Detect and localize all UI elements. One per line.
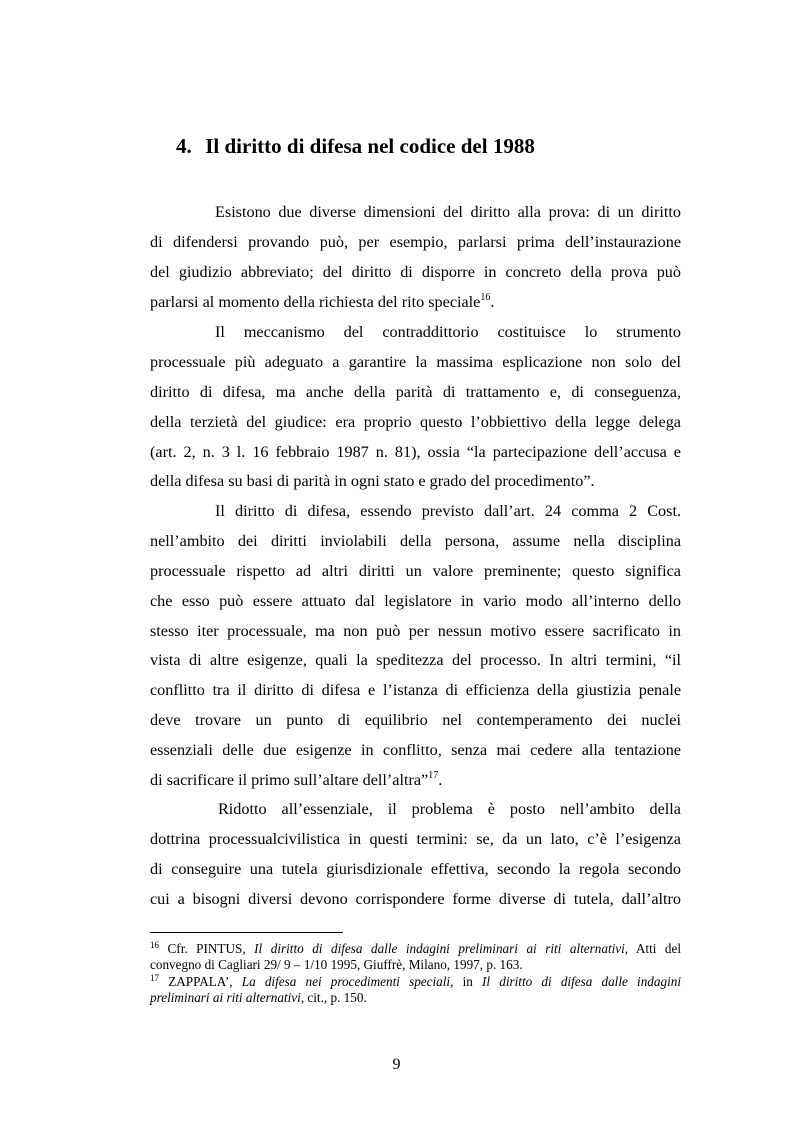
text-line: essenziali delle due esigenze in conflitto, senza mai cedere alla tentazione bbox=[150, 741, 681, 760]
text-line: di conseguire una tutela giurisdizionale effettiva, secondo la regola secondo bbox=[150, 859, 681, 878]
text-line: Il meccanismo del contraddittorio costituisce lo strumento bbox=[215, 323, 681, 341]
text-line: della terzietà del giudice: era proprio questo l’obbiettivo della legge delega bbox=[150, 412, 681, 431]
text-line: deve trovare un punto di equilibrio nel contemperamento dei nuclei bbox=[150, 711, 681, 730]
text-line: Il diritto di difesa, essendo previsto dall’art. 24 comma 2 Cost. bbox=[215, 502, 681, 520]
text-line: di difendersi provando può, per esempio, parlarsi prima dell’instaurazione bbox=[150, 232, 681, 251]
section-title: Il diritto di difesa nel codice del 1988 bbox=[205, 134, 535, 158]
paragraph-2 bbox=[150, 318, 681, 497]
section-number: 4. bbox=[176, 134, 192, 158]
footnote-16-cont: convegno di Cagliari 29/ 9 – 1/10 1995, Giuffrè, Milano, 1997, p. 163. bbox=[150, 957, 523, 973]
paragraph-1 bbox=[150, 198, 681, 318]
section-heading bbox=[176, 132, 535, 160]
paragraph-3 bbox=[150, 497, 681, 796]
text-line: processuale più adeguato a garantire la massima esplicazione non solo del bbox=[150, 352, 681, 371]
text-line: della difesa su basi di parità in ogni stato e grado del procedimento”. bbox=[150, 472, 595, 491]
text-line: nell’ambito dei diritti inviolabili della persona, assume nella disciplina bbox=[150, 531, 681, 550]
text-line: cui a bisogni diversi devono corrispondere forme diverse di tutela, dall’altro bbox=[150, 889, 681, 908]
footnote-ref-17: 17 bbox=[428, 770, 439, 782]
paragraph-4 bbox=[150, 795, 681, 915]
text-line: conflitto tra il diritto di difesa e l’istanza di efficienza della giustizia penale bbox=[150, 681, 681, 700]
text-line: di sacrificare il primo sull’altare dell’altra”$^{17}$. bbox=[150, 770, 443, 790]
text-line: stesso iter processuale, ma non può per nessun motivo essere sacrificato in bbox=[150, 621, 681, 640]
text-line: processuale rispetto ad altri diritti un valore preminente; questo significa bbox=[150, 561, 681, 580]
text-line: parlarsi al momento della richiesta del rito speciale$^{16}$. bbox=[150, 291, 495, 311]
footnote-16: $^{16}$ Cfr. PINTUS, Il diritto di difesa dalle indagini preliminari ai riti alternativi, Atti del bbox=[150, 940, 682, 956]
text-line: vista di altre esigenze, quali la speditezza del processo. In altri termini, “il bbox=[150, 651, 681, 670]
footnote-17: $^{17}$ ZAPPALA’, La difesa nei procedimenti speciali, in Il diritto di difesa dalle indagini bbox=[150, 972, 681, 989]
text-line: diritto di difesa, ma anche della parità di trattamento e, di conseguenza, bbox=[150, 382, 681, 401]
text-line: del giudizio abbreviato; del diritto di disporre in concreto della prova può bbox=[150, 262, 681, 281]
footnote-ref-16: 16 bbox=[480, 291, 491, 303]
text-line: che esso può essere attuato dal legislatore in vario modo all’interno dello bbox=[150, 591, 681, 610]
text-line: dottrina processualcivilistica in questi termini: se, da un lato, c’è l’esigenza bbox=[150, 829, 681, 848]
text-line: (art. 2, n. 3 l. 16 febbraio 1987 n. 81), ossia “la partecipazione dell’accusa e bbox=[150, 442, 681, 461]
footnotes bbox=[150, 941, 681, 1006]
page-number: 9 bbox=[392, 1056, 401, 1073]
text-line: Esistono due diverse dimensioni del diritto alla prova: di un diritto bbox=[215, 203, 681, 221]
footnote-17-cont: preliminari ai riti alternativi, cit., p. 150. bbox=[150, 989, 367, 1005]
footnote-separator bbox=[150, 932, 343, 933]
text-line: Ridotto all’essenziale, il problema è posto nell’ambito della bbox=[218, 800, 681, 818]
